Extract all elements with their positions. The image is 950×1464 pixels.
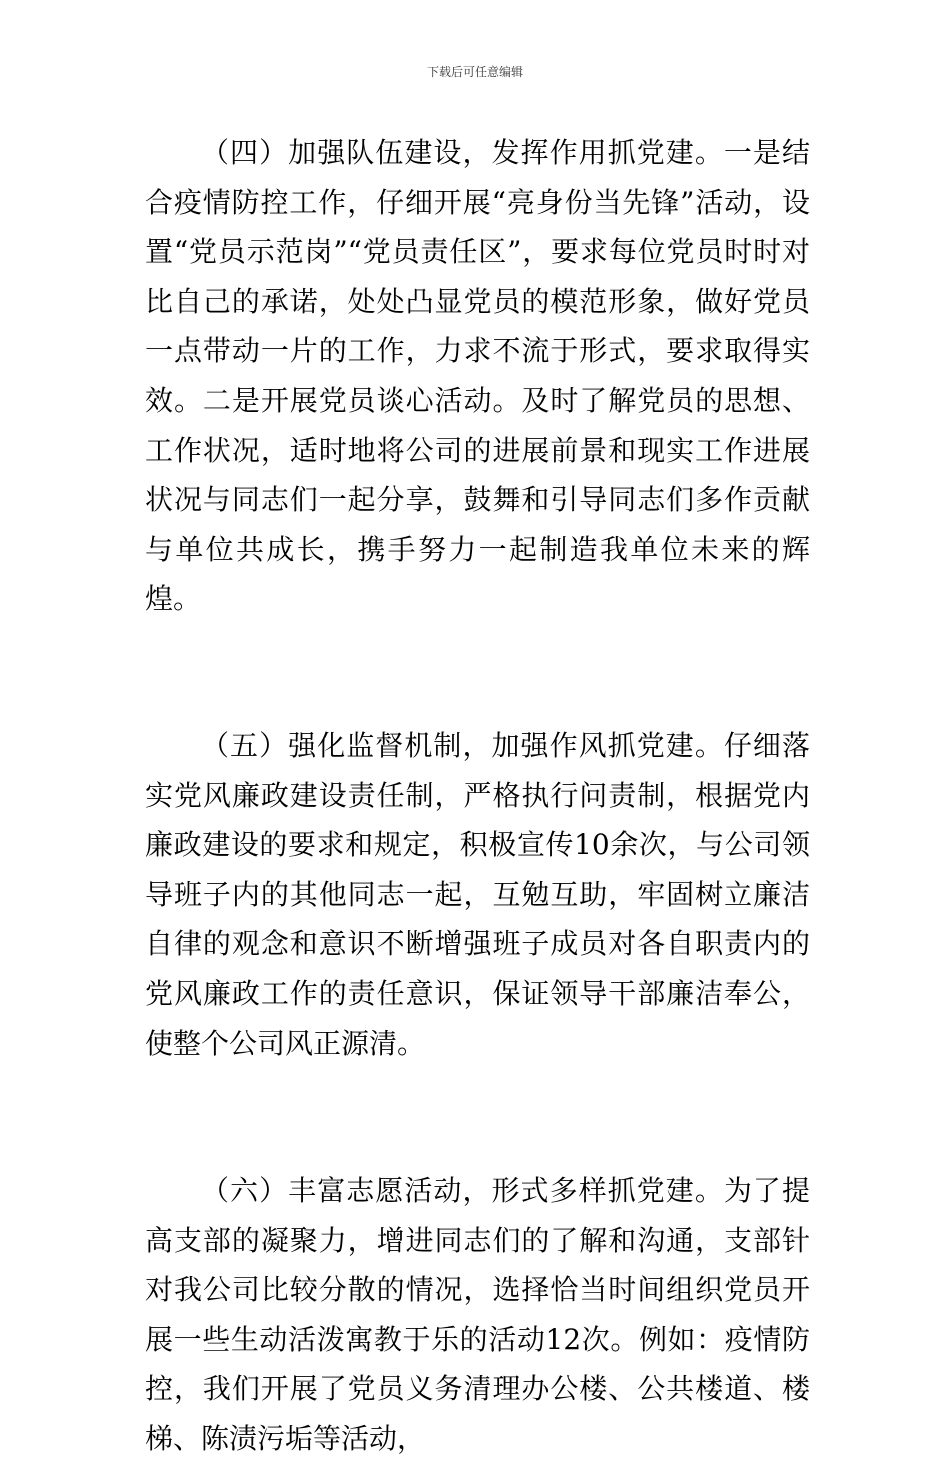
document-body — [145, 128, 810, 1464]
paragraph-section-4: （四）加强队伍建设，发挥作用抓党建。一是结合疫情防控工作，仔细开展“亮身份当先锋”活动，设置“党员示范岗”“党员责任区”，要求每位党员时时对比自己的承诺，处处凸显党员的模范形象，做好党员一点带动一片的工作，力求不流于形式，要求取得实效。二是开展党员谈心活动。及时了解党员的思想、工作状况，适时地将公司的进展前景和现实工作进展状况与同志们一起分享，鼓舞和引导同志们多作贡献与单位共成长，携手努力一起制造我单位未来的辉煌。 — [145, 136, 810, 616]
paragraph-spacer — [145, 1068, 810, 1166]
paragraph-section-5: （五）强化监督机制，加强作风抓党建。仔细落实党风廉政建设责任制，严格执行问责制，根据党内廉政建设的要求和规定，积极宣传10余次，与公司领导班子内的其他同志一起，互勉互助，牢固树立廉洁自律的观念和意识不断增强班子成员对各自职责内的党风廉政工作的责任意识，保证领导干部廉洁奉公，使整个公司风正源清。 — [145, 728, 810, 1060]
page-header-note: 下载后可任意编辑 — [426, 65, 523, 79]
paragraph-spacer — [145, 624, 810, 721]
paragraph-section-6: （六）丰富志愿活动，形式多样抓党建。为了提高支部的凝聚力，增进同志们的了解和沟通，支部针对我公司比较分散的情况，选择恰当时间组织党员开展一些生动活泼寓教于乐的活动12次。例如：疫情防控，我们开展了党员义务清理办公楼、公共楼道、楼梯、陈渍污垢等活动， — [145, 1174, 810, 1456]
